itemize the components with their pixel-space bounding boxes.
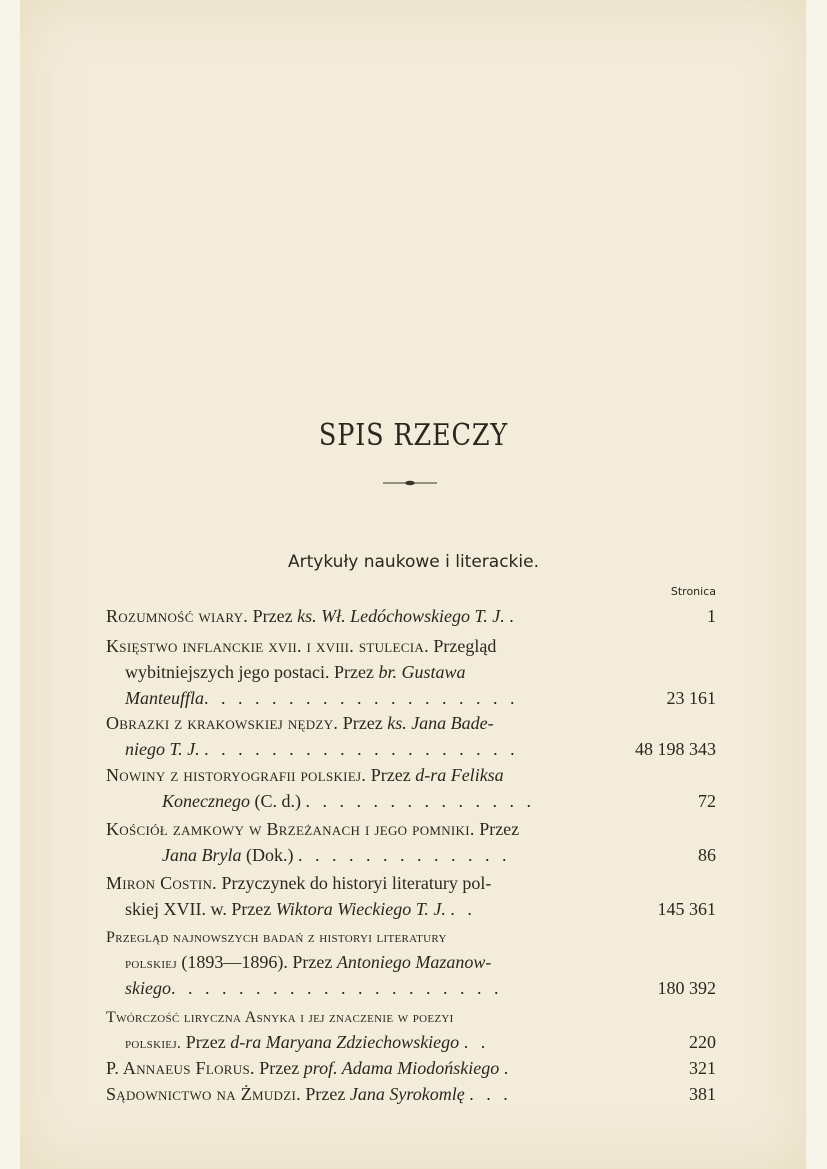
toc-entry[interactable]: [106, 1081, 716, 1107]
entry-pages: 145 361: [657, 899, 716, 919]
entry-title: Rozumność wiary.: [106, 606, 249, 626]
entry-author: niego T. J.: [125, 739, 200, 759]
entry-dots: . . .: [469, 1084, 512, 1104]
entry-note: (C. d.): [254, 791, 301, 811]
entry-author: prof. Adama Miodońskiego: [303, 1058, 500, 1078]
entry-dots: . . . . . . . . . . . . . . . . . . . .: [170, 978, 503, 998]
page-margin-right: [807, 0, 827, 1169]
entry-author: Antoniego Mazanow-: [336, 952, 492, 972]
entry-pages: 220: [689, 1032, 716, 1052]
toc-entry[interactable]: [106, 816, 716, 868]
entry-pages: 23 161: [666, 688, 716, 708]
entry-text: skiej XVII. w. Przez: [125, 899, 272, 919]
toc-entry[interactable]: [106, 923, 716, 1001]
entry-title: Nowiny z historyografii polskiej.: [106, 765, 367, 785]
entry-pages: 180 392: [657, 978, 716, 998]
entry-text: Przyczynek do historyi literatury pol-: [221, 873, 492, 893]
entry-title: Księstwo inflanckie xvii. i xviii. stulecia.: [106, 636, 429, 656]
entry-author: br.: [378, 662, 397, 682]
entry-pages: 72: [698, 791, 716, 811]
entry-title: Twórczość liryczna Asnyka i jej znaczenie w poezyi: [106, 1009, 454, 1026]
entry-title: polskiej: [125, 955, 177, 972]
entry-author: Manteuffla: [125, 688, 204, 708]
entry-pages: 1: [707, 606, 716, 626]
entry-author: Jana Bryla: [162, 845, 242, 865]
toc-entry[interactable]: [106, 870, 716, 922]
entry-by: Przez: [305, 1084, 346, 1104]
entry-dots: . . . . . . . . . . . . . .: [305, 791, 535, 811]
entry-dots: . .: [450, 899, 476, 919]
entry-author: Konecznego: [162, 791, 250, 811]
entry-by: Przez: [185, 1032, 226, 1052]
toc-entry[interactable]: [106, 1003, 716, 1055]
entry-dots: . . . . . . . . . . . . . . . . . . .: [204, 739, 519, 759]
entry-title: Miron Costin.: [106, 873, 217, 893]
section-heading: Artykuły naukowe i literackie.: [288, 552, 539, 572]
entry-author: Wiktora Wieckiego T. J.: [275, 899, 446, 919]
entry-by: Przez: [252, 606, 293, 626]
entry-text: wybitniejszych jego postaci. Przez: [125, 662, 374, 682]
entry-by: Przez: [479, 819, 520, 839]
toc-entry[interactable]: [106, 762, 716, 814]
entry-by: Przez: [342, 713, 383, 733]
entry-dots: .: [509, 606, 518, 626]
entry-dots: . .: [463, 1032, 490, 1052]
entry-dots: .: [503, 1058, 513, 1078]
entry-author: ks. Jana Bade-: [387, 713, 494, 733]
entry-dots: . . . . . . . . . . . . .: [297, 845, 511, 865]
entry-text: (1893—1896). Przez: [181, 952, 333, 972]
entry-title: Przegląd najnowszych badań z historyi literatury: [106, 929, 447, 946]
entry-author: Gustawa: [401, 662, 466, 682]
entry-author: skiego: [125, 978, 171, 998]
entry-note: (Dok.): [245, 845, 294, 865]
toc-entry[interactable]: [106, 1055, 716, 1081]
entry-text: Przegląd: [433, 636, 497, 656]
toc-entry[interactable]: [106, 633, 716, 711]
entry-author: d-ra Maryana Zdziechowskiego: [230, 1032, 460, 1052]
entry-author: Jana Syrokomlę: [349, 1084, 465, 1104]
entry-by: Przez: [370, 765, 411, 785]
page-column-label: Stronica: [670, 585, 716, 598]
entry-title: polskiej.: [125, 1035, 182, 1052]
entry-title: Kościół zamkowy w Brzeżanach i jego pomniki.: [106, 819, 475, 839]
toc-entry[interactable]: [106, 710, 716, 762]
entry-title: P. Annaeus Florus.: [106, 1058, 255, 1078]
entry-pages: 381: [689, 1084, 716, 1104]
entry-pages: 321: [689, 1058, 716, 1078]
toc-entry[interactable]: [106, 603, 716, 629]
entry-title: Obrazki z krakowskiej nędzy.: [106, 713, 339, 733]
entry-by: Przez: [259, 1058, 300, 1078]
entry-dots: . . . . . . . . . . . . . . . . . . .: [204, 688, 519, 708]
entry-title: Sądownictwo na Żmudzi.: [106, 1084, 301, 1104]
page-margin-left: [0, 0, 22, 1169]
entry-pages: 48 198 343: [635, 739, 716, 759]
entry-pages: 86: [698, 845, 716, 865]
entry-author: ks. Wł. Ledóchowskiego T. J.: [297, 606, 505, 626]
entry-author: d-ra Feliksa: [415, 765, 504, 785]
page-title: SPIS RZECZY: [318, 418, 509, 453]
title-ornament: [383, 478, 437, 488]
